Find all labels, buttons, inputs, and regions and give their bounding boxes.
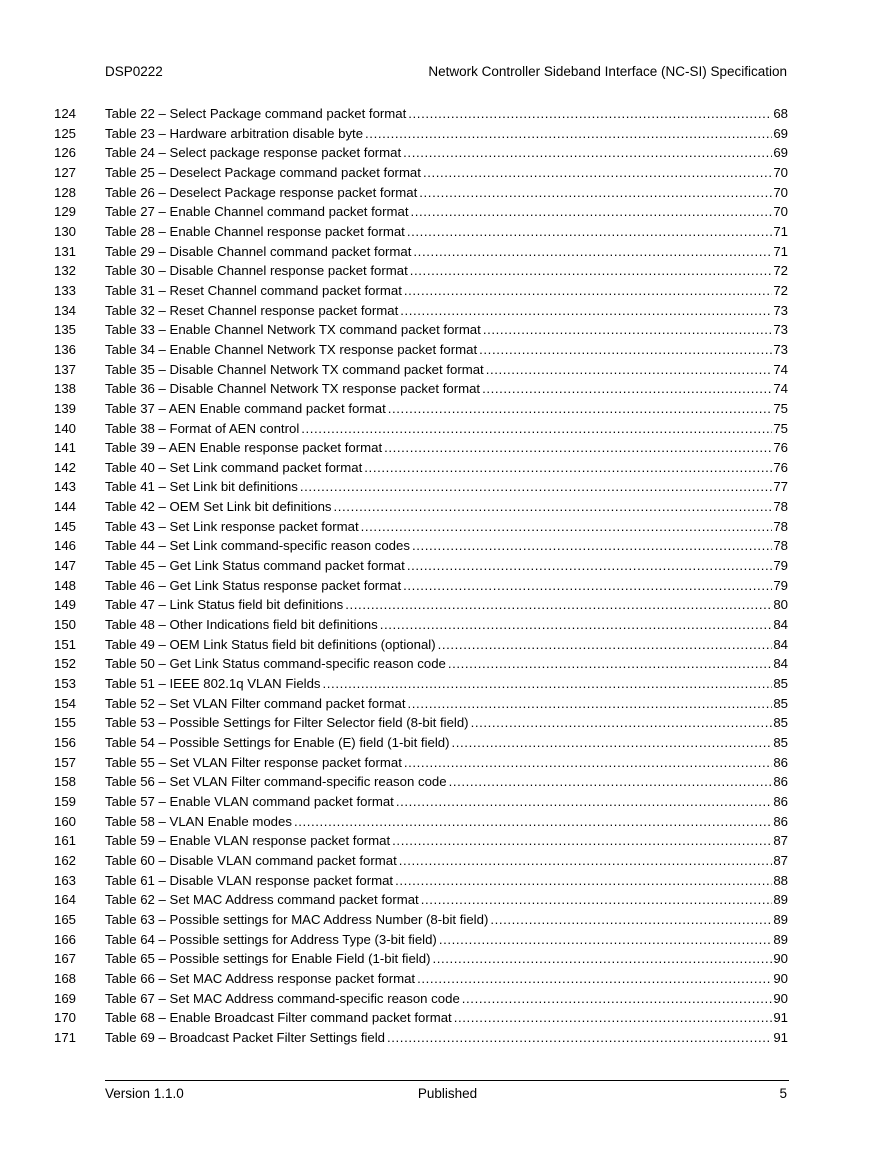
toc-entry-title: Table 30 – Disable Channel response packet format bbox=[105, 263, 408, 279]
line-number: 136 bbox=[54, 341, 77, 357]
dot-leader bbox=[449, 772, 773, 792]
toc-entry-page: 75 bbox=[773, 420, 788, 436]
toc-entry-link[interactable] bbox=[105, 713, 788, 733]
toc-entry-page: 91 bbox=[773, 1010, 788, 1026]
toc-entry-link[interactable] bbox=[105, 969, 788, 989]
version-label: Version 1.1.0 bbox=[105, 1086, 184, 1101]
line-number: 170 bbox=[54, 1010, 77, 1026]
toc-entry-page: 85 bbox=[773, 695, 788, 711]
toc-entry[interactable] bbox=[0, 281, 893, 301]
toc-entry[interactable] bbox=[0, 753, 893, 773]
toc-entry-page: 89 bbox=[773, 911, 788, 927]
toc-entry-page: 78 bbox=[773, 538, 788, 554]
line-number: 129 bbox=[54, 204, 77, 220]
toc-entry[interactable] bbox=[0, 419, 893, 439]
toc-entry[interactable] bbox=[0, 104, 893, 124]
toc-entry-title: Table 59 – Enable VLAN response packet format bbox=[105, 833, 391, 849]
toc-entry[interactable] bbox=[0, 183, 893, 203]
toc-entry-page: 74 bbox=[773, 381, 788, 397]
dot-leader bbox=[399, 851, 773, 871]
toc-entry-link[interactable] bbox=[105, 635, 788, 655]
toc-entry-page: 87 bbox=[773, 833, 788, 849]
line-number: 126 bbox=[54, 145, 77, 161]
toc-entry-page: 71 bbox=[773, 223, 788, 239]
dot-leader bbox=[462, 989, 773, 1009]
dot-leader bbox=[452, 733, 773, 753]
toc-entry-title: Table 45 – Get Link Status command packet format bbox=[105, 558, 405, 574]
line-number: 160 bbox=[54, 813, 77, 829]
toc-entry-link[interactable] bbox=[105, 477, 788, 497]
toc-entry-page: 70 bbox=[773, 164, 788, 180]
dot-leader bbox=[408, 694, 773, 714]
line-number: 130 bbox=[54, 223, 77, 239]
toc-entry-link[interactable] bbox=[105, 674, 788, 694]
dot-leader bbox=[412, 536, 772, 556]
toc-entry-link[interactable] bbox=[105, 517, 788, 537]
line-number: 163 bbox=[54, 872, 77, 888]
toc-entry[interactable] bbox=[0, 320, 893, 340]
toc-entry[interactable] bbox=[0, 340, 893, 360]
toc-entry-link[interactable] bbox=[105, 163, 788, 183]
dot-leader bbox=[421, 890, 773, 910]
line-number: 144 bbox=[54, 499, 77, 515]
dot-leader bbox=[407, 222, 772, 242]
toc-entry-link[interactable] bbox=[105, 812, 788, 832]
line-number: 157 bbox=[54, 754, 77, 770]
toc-entry-page: 69 bbox=[773, 145, 788, 161]
list-of-tables bbox=[0, 104, 893, 1048]
dot-leader bbox=[479, 340, 772, 360]
toc-entry[interactable] bbox=[0, 536, 893, 556]
dot-leader bbox=[364, 458, 772, 478]
toc-entry[interactable] bbox=[0, 477, 893, 497]
toc-entry-title: Table 29 – Disable Channel command packet format bbox=[105, 243, 412, 259]
toc-entry-title: Table 32 – Reset Channel response packet format bbox=[105, 302, 399, 318]
toc-entry[interactable] bbox=[0, 438, 893, 458]
dot-leader bbox=[482, 379, 772, 399]
line-number: 148 bbox=[54, 577, 77, 593]
toc-entry[interactable] bbox=[0, 930, 893, 950]
toc-entry[interactable] bbox=[0, 242, 893, 262]
toc-entry-link[interactable] bbox=[105, 360, 788, 380]
toc-entry-page: 77 bbox=[773, 479, 788, 495]
toc-entry-title: Table 35 – Disable Channel Network TX command packet format bbox=[105, 361, 484, 377]
dot-leader bbox=[334, 497, 773, 517]
toc-entry-title: Table 24 – Select package response packet format bbox=[105, 145, 402, 161]
dot-leader bbox=[388, 399, 773, 419]
toc-entry-link[interactable] bbox=[105, 438, 788, 458]
line-number: 145 bbox=[54, 518, 77, 534]
toc-entry-link[interactable] bbox=[105, 379, 788, 399]
toc-entry-title: Table 34 – Enable Channel Network TX response packet format bbox=[105, 341, 478, 357]
toc-entry-title: Table 66 – Set MAC Address response packet format bbox=[105, 970, 416, 986]
toc-entry[interactable] bbox=[0, 143, 893, 163]
dot-leader bbox=[413, 242, 772, 262]
toc-entry[interactable] bbox=[0, 497, 893, 517]
toc-entry-page: 86 bbox=[773, 813, 788, 829]
footer-rule bbox=[105, 1080, 789, 1081]
toc-entry-title: Table 64 – Possible settings for Address Type (3-bit field) bbox=[105, 931, 437, 947]
toc-entry-page: 86 bbox=[773, 754, 788, 770]
dot-leader bbox=[323, 674, 773, 694]
toc-entry-title: Table 51 – IEEE 802.1q VLAN Fields bbox=[105, 676, 321, 692]
toc-entry[interactable] bbox=[0, 576, 893, 596]
line-number: 149 bbox=[54, 597, 77, 613]
toc-entry-title: Table 61 – Disable VLAN response packet format bbox=[105, 872, 394, 888]
toc-entry-page: 84 bbox=[773, 636, 788, 652]
toc-entry-page: 72 bbox=[773, 263, 788, 279]
dot-leader bbox=[403, 576, 772, 596]
toc-entry[interactable] bbox=[0, 1008, 893, 1028]
toc-entry-link[interactable] bbox=[105, 399, 788, 419]
line-number: 153 bbox=[54, 676, 77, 692]
toc-entry-link[interactable] bbox=[105, 222, 788, 242]
toc-entry-page: 87 bbox=[773, 852, 788, 868]
toc-entry-page: 90 bbox=[773, 970, 788, 986]
toc-entry-link[interactable] bbox=[105, 871, 788, 891]
toc-entry-page: 70 bbox=[773, 204, 788, 220]
line-number: 171 bbox=[54, 1029, 77, 1045]
line-number: 162 bbox=[54, 852, 77, 868]
toc-entry-link[interactable] bbox=[105, 320, 788, 340]
toc-entry[interactable] bbox=[0, 949, 893, 969]
toc-entry-link[interactable] bbox=[105, 301, 788, 321]
toc-entry[interactable] bbox=[0, 969, 893, 989]
dot-leader bbox=[423, 163, 772, 183]
line-number: 152 bbox=[54, 656, 77, 672]
toc-entry-link[interactable] bbox=[105, 1028, 788, 1048]
dot-leader bbox=[454, 1008, 773, 1028]
toc-entry-page: 75 bbox=[773, 400, 788, 416]
toc-entry-page: 89 bbox=[773, 931, 788, 947]
toc-entry-link[interactable] bbox=[105, 576, 788, 596]
toc-entry-page: 91 bbox=[773, 1029, 788, 1045]
toc-entry[interactable] bbox=[0, 871, 893, 891]
line-number: 158 bbox=[54, 774, 77, 790]
toc-entry[interactable] bbox=[0, 989, 893, 1009]
line-number: 161 bbox=[54, 833, 77, 849]
toc-entry-link[interactable] bbox=[105, 595, 788, 615]
dot-leader bbox=[411, 202, 773, 222]
toc-entry-title: Table 41 – Set Link bit definitions bbox=[105, 479, 298, 495]
line-number: 133 bbox=[54, 282, 77, 298]
toc-entry-title: Table 63 – Possible settings for MAC Address Number (8-bit field) bbox=[105, 911, 489, 927]
toc-entry-page: 70 bbox=[773, 184, 788, 200]
dot-leader bbox=[438, 635, 773, 655]
toc-entry[interactable] bbox=[0, 812, 893, 832]
line-number: 151 bbox=[54, 636, 77, 652]
toc-entry-page: 80 bbox=[773, 597, 788, 613]
toc-entry-link[interactable] bbox=[105, 910, 788, 930]
toc-entry-link[interactable] bbox=[105, 556, 788, 576]
toc-entry-link[interactable] bbox=[105, 340, 788, 360]
toc-entry[interactable] bbox=[0, 379, 893, 399]
line-number: 159 bbox=[54, 793, 77, 809]
toc-entry-link[interactable] bbox=[105, 202, 788, 222]
dot-leader bbox=[294, 812, 772, 832]
toc-entry-page: 86 bbox=[773, 793, 788, 809]
toc-entry-link[interactable] bbox=[105, 261, 788, 281]
toc-entry-page: 79 bbox=[773, 558, 788, 574]
toc-entry-link[interactable] bbox=[105, 497, 788, 517]
line-number: 140 bbox=[54, 420, 77, 436]
dot-leader bbox=[345, 595, 772, 615]
dot-leader bbox=[410, 261, 773, 281]
toc-entry-page: 84 bbox=[773, 656, 788, 672]
toc-entry-title: Table 22 – Select Package command packet format bbox=[105, 106, 407, 121]
dot-leader bbox=[490, 910, 772, 930]
toc-entry-link[interactable] bbox=[105, 831, 788, 851]
toc-entry-title: Table 55 – Set VLAN Filter response packet format bbox=[105, 754, 402, 770]
dot-leader bbox=[400, 301, 772, 321]
page-number: 5 bbox=[779, 1086, 787, 1101]
toc-entry-link[interactable] bbox=[105, 143, 788, 163]
toc-entry-title: Table 67 – Set MAC Address command-specific reason code bbox=[105, 990, 460, 1006]
toc-entry-page: 74 bbox=[773, 361, 788, 377]
toc-entry[interactable] bbox=[0, 654, 893, 674]
publication-status: Published bbox=[417, 1086, 478, 1101]
toc-entry-title: Table 25 – Deselect Package command packet format bbox=[105, 164, 421, 180]
document-title: Network Controller Sideband Interface (NC-SI) Specification bbox=[428, 64, 787, 79]
toc-entry-link[interactable] bbox=[105, 930, 788, 950]
toc-entry-title: Table 48 – Other Indications field bit definitions bbox=[105, 617, 378, 633]
dot-leader bbox=[404, 281, 772, 301]
toc-entry[interactable] bbox=[0, 517, 893, 537]
toc-entry-page: 86 bbox=[773, 774, 788, 790]
toc-entry-link[interactable] bbox=[105, 733, 788, 753]
toc-entry[interactable] bbox=[0, 163, 893, 183]
toc-entry-title: Table 40 – Set Link command packet format bbox=[105, 459, 363, 475]
dot-leader bbox=[408, 104, 772, 124]
toc-entry-link[interactable] bbox=[105, 615, 788, 635]
dot-leader bbox=[301, 419, 772, 439]
dot-leader bbox=[403, 143, 772, 163]
line-number: 142 bbox=[54, 459, 77, 475]
line-number: 139 bbox=[54, 400, 77, 416]
toc-entry-page: 73 bbox=[773, 322, 788, 338]
toc-entry-page: 88 bbox=[773, 872, 788, 888]
toc-entry-title: Table 27 – Enable Channel command packet format bbox=[105, 204, 409, 220]
toc-entry-link[interactable] bbox=[105, 989, 788, 1009]
line-number: 132 bbox=[54, 263, 77, 279]
toc-entry-link[interactable] bbox=[105, 1008, 788, 1028]
line-number: 141 bbox=[54, 440, 77, 456]
toc-entry-page: 73 bbox=[773, 302, 788, 318]
dot-leader bbox=[395, 871, 772, 891]
line-number: 168 bbox=[54, 970, 77, 986]
toc-entry-link[interactable] bbox=[105, 772, 788, 792]
toc-entry-title: Table 52 – Set VLAN Filter command packet format bbox=[105, 695, 406, 711]
toc-entry[interactable] bbox=[0, 595, 893, 615]
toc-entry-title: Table 33 – Enable Channel Network TX command packet format bbox=[105, 322, 481, 338]
dot-leader bbox=[380, 615, 773, 635]
toc-entry-title: Table 50 – Get Link Status command-specific reason code bbox=[105, 656, 446, 672]
dot-leader bbox=[396, 792, 773, 812]
toc-entry-link[interactable] bbox=[105, 281, 788, 301]
toc-entry-link[interactable] bbox=[105, 104, 788, 124]
toc-entry-page: 76 bbox=[773, 440, 788, 456]
toc-entry-page: 68 bbox=[773, 106, 788, 121]
line-number: 165 bbox=[54, 911, 77, 927]
line-number: 155 bbox=[54, 715, 77, 731]
line-number: 146 bbox=[54, 538, 77, 554]
toc-entry-link[interactable] bbox=[105, 654, 788, 674]
toc-entry-title: Table 43 – Set Link response packet format bbox=[105, 518, 359, 534]
toc-entry[interactable] bbox=[0, 890, 893, 910]
toc-entry[interactable] bbox=[0, 713, 893, 733]
document-id: DSP0222 bbox=[105, 64, 163, 79]
toc-entry[interactable] bbox=[0, 556, 893, 576]
toc-entry[interactable] bbox=[0, 399, 893, 419]
toc-entry[interactable] bbox=[0, 674, 893, 694]
line-number: 135 bbox=[54, 322, 77, 338]
toc-entry-page: 90 bbox=[773, 951, 788, 967]
toc-entry[interactable] bbox=[0, 792, 893, 812]
toc-entry-page: 85 bbox=[773, 676, 788, 692]
line-number: 128 bbox=[54, 184, 77, 200]
toc-entry-page: 85 bbox=[773, 715, 788, 731]
dot-leader bbox=[419, 183, 772, 203]
dot-leader bbox=[387, 1028, 772, 1048]
toc-entry[interactable] bbox=[0, 772, 893, 792]
toc-entry-title: Table 37 – AEN Enable command packet format bbox=[105, 400, 386, 416]
line-number: 143 bbox=[54, 479, 77, 495]
toc-entry-link[interactable] bbox=[105, 183, 788, 203]
toc-entry-link[interactable] bbox=[105, 753, 788, 773]
toc-entry[interactable] bbox=[0, 615, 893, 635]
line-number: 134 bbox=[54, 302, 77, 318]
toc-entry-title: Table 68 – Enable Broadcast Filter command packet format bbox=[105, 1010, 452, 1026]
toc-entry[interactable] bbox=[0, 301, 893, 321]
dot-leader bbox=[300, 477, 773, 497]
toc-entry[interactable] bbox=[0, 261, 893, 281]
line-number: 131 bbox=[54, 243, 77, 259]
toc-entry[interactable] bbox=[0, 222, 893, 242]
dot-leader bbox=[486, 360, 773, 380]
toc-entry-page: 71 bbox=[773, 243, 788, 259]
toc-entry-page: 73 bbox=[773, 341, 788, 357]
line-number: 167 bbox=[54, 951, 77, 967]
line-number: 124 bbox=[54, 106, 77, 121]
toc-entry-link[interactable] bbox=[105, 124, 788, 144]
toc-entry-page: 89 bbox=[773, 892, 788, 908]
toc-entry-title: Table 65 – Possible settings for Enable Field (1-bit field) bbox=[105, 951, 431, 967]
toc-entry-title: Table 31 – Reset Channel command packet format bbox=[105, 282, 402, 298]
dot-leader bbox=[384, 438, 772, 458]
toc-entry-page: 69 bbox=[773, 125, 788, 141]
toc-entry-title: Table 57 – Enable VLAN command packet format bbox=[105, 793, 394, 809]
toc-entry-title: Table 46 – Get Link Status response packet format bbox=[105, 577, 402, 593]
toc-entry-title: Table 47 – Link Status field bit definitions bbox=[105, 597, 344, 613]
toc-entry-title: Table 49 – OEM Link Status field bit definitions (optional) bbox=[105, 636, 436, 652]
toc-entry-title: Table 28 – Enable Channel response packet format bbox=[105, 223, 405, 239]
toc-entry-title: Table 36 – Disable Channel Network TX response packet format bbox=[105, 381, 481, 397]
dot-leader bbox=[439, 930, 773, 950]
line-number: 138 bbox=[54, 381, 77, 397]
toc-entry-page: 90 bbox=[773, 990, 788, 1006]
line-number: 125 bbox=[54, 125, 77, 141]
toc-entry-link[interactable] bbox=[105, 536, 788, 556]
dot-leader bbox=[432, 949, 772, 969]
toc-entry[interactable] bbox=[0, 360, 893, 380]
line-number: 166 bbox=[54, 931, 77, 947]
toc-entry[interactable] bbox=[0, 458, 893, 478]
line-number: 127 bbox=[54, 164, 77, 180]
toc-entry-title: Table 53 – Possible Settings for Filter Selector field (8-bit field) bbox=[105, 715, 469, 731]
toc-entry-link[interactable] bbox=[105, 890, 788, 910]
toc-entry-page: 84 bbox=[773, 617, 788, 633]
toc-entry-title: Table 39 – AEN Enable response packet format bbox=[105, 440, 383, 456]
toc-entry[interactable] bbox=[0, 202, 893, 222]
toc-entry-link[interactable] bbox=[105, 458, 788, 478]
dot-leader bbox=[483, 320, 773, 340]
toc-entry[interactable] bbox=[0, 694, 893, 714]
toc-entry[interactable] bbox=[0, 831, 893, 851]
toc-entry-link[interactable] bbox=[105, 792, 788, 812]
toc-entry-title: Table 44 – Set Link command-specific reason codes bbox=[105, 538, 410, 554]
toc-entry[interactable] bbox=[0, 1028, 893, 1048]
toc-entry-link[interactable] bbox=[105, 694, 788, 714]
toc-entry-page: 72 bbox=[773, 282, 788, 298]
dot-leader bbox=[404, 753, 772, 773]
toc-entry-link[interactable] bbox=[105, 949, 788, 969]
toc-entry-title: Table 56 – Set VLAN Filter command-specific reason code bbox=[105, 774, 447, 790]
toc-entry-title: Table 54 – Possible Settings for Enable (E) field (1-bit field) bbox=[105, 735, 450, 750]
toc-entry-page: 85 bbox=[773, 735, 788, 750]
dot-leader bbox=[392, 831, 772, 851]
dot-leader bbox=[407, 556, 773, 576]
toc-entry-title: Table 62 – Set MAC Address command packet format bbox=[105, 892, 419, 908]
dot-leader bbox=[361, 517, 773, 537]
toc-entry[interactable] bbox=[0, 635, 893, 655]
dot-leader bbox=[365, 124, 772, 144]
toc-entry-page: 79 bbox=[773, 577, 788, 593]
toc-entry[interactable] bbox=[0, 124, 893, 144]
dot-leader bbox=[417, 969, 772, 989]
toc-entry-title: Table 38 – Format of AEN control bbox=[105, 420, 300, 436]
toc-entry-title: Table 26 – Deselect Package response packet format bbox=[105, 184, 418, 200]
toc-entry[interactable] bbox=[0, 910, 893, 930]
line-number: 137 bbox=[54, 361, 77, 377]
dot-leader bbox=[448, 654, 772, 674]
line-number: 154 bbox=[54, 695, 77, 711]
line-number: 156 bbox=[54, 735, 77, 750]
toc-entry-page: 76 bbox=[773, 459, 788, 475]
toc-entry-title: Table 23 – Hardware arbitration disable byte bbox=[105, 125, 364, 141]
toc-entry-title: Table 58 – VLAN Enable modes bbox=[105, 813, 292, 829]
toc-entry-link[interactable] bbox=[105, 851, 788, 871]
toc-entry-link[interactable] bbox=[105, 242, 788, 262]
line-number: 164 bbox=[54, 892, 77, 908]
toc-entry-title: Table 42 – OEM Set Link bit definitions bbox=[105, 499, 332, 515]
toc-entry-page: 78 bbox=[773, 499, 788, 515]
toc-entry-link[interactable] bbox=[105, 419, 788, 439]
toc-entry-title: Table 60 – Disable VLAN command packet format bbox=[105, 852, 397, 868]
toc-entry-page: 78 bbox=[773, 518, 788, 534]
line-number: 147 bbox=[54, 558, 77, 574]
toc-entry[interactable] bbox=[0, 733, 893, 753]
line-number: 169 bbox=[54, 990, 77, 1006]
toc-entry[interactable] bbox=[0, 851, 893, 871]
dot-leader bbox=[471, 713, 773, 733]
line-number: 150 bbox=[54, 617, 77, 633]
toc-entry-title: Table 69 – Broadcast Packet Filter Settings field bbox=[105, 1029, 386, 1045]
